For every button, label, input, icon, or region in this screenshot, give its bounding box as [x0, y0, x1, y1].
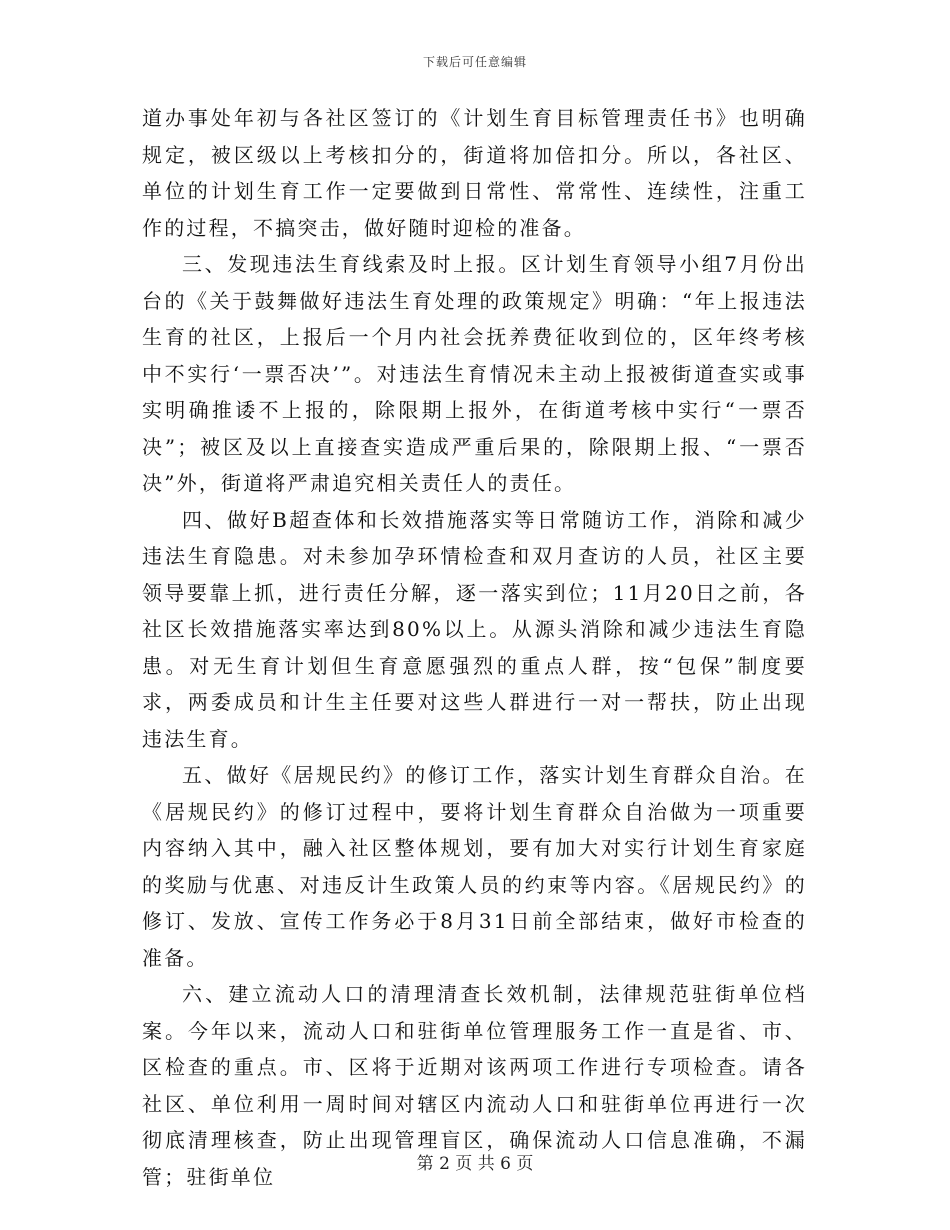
paragraph-section-6: 六、建立流动人口的清理清查长效机制，法律规范驻街单位档案。今年以来，流动人口和驻街单位管理服务工作一直是省、市、区检查的重点。市、区将于近期对该两项工作进行专项检查。请各社区、单位利用一周时间对辖区内流动人口和驻街单位再进行一次彻底清理核查，防止出现管理盲区，确保流动人口信息准确，不漏管；驻街单位: [142, 982, 807, 1189]
paragraph-continuation: 道办事处年初与各社区签订的《计划生育目标管理责任书》也明确规定，被区级以上考核扣分的，街道将加倍扣分。所以，各社区、单位的计划生育工作一定要做到日常性、常常性、连续性，注重工作的过程，不搞突击，做好随时迎检的准备。: [142, 106, 807, 240]
page-number: 第 2 页 共 6 页: [416, 1154, 534, 1174]
paragraph-section-5: 五、做好《居规民约》的修订工作，落实计划生育群众自治。在《居规民约》的修订过程中，要将计划生育群众自治做为一项重要内容纳入其中，融入社区整体规划，要有加大对实行计划生育家庭的奖励与优惠、对违反计生政策人员的约束等内容。《居规民约》的修订、发放、宣传工作务必于8月31日前全部结束，做好市检查的准备。: [142, 763, 807, 970]
page-header-note: 下载后可任意编辑: [422, 55, 527, 69]
paragraph-section-3: 三、发现违法生育线索及时上报。区计划生育领导小组7月份出台的《关于鼓舞做好违法生育处理的政策规定》明确：“年上报违法生育的社区，上报后一个月内社会抚养费征收到位的，区年终考核中不实行‘一票否决’”。对违法生育情况未主动上报被街道查实或事实明确推诿不上报的，除限期上报外，在街道考核中实行“一票否决”；被区及以上直接查实造成严重后果的，除限期上报、“一票否决”外，街道将严肃追究相关责任人的责任。: [142, 252, 807, 495]
paragraph-section-4: 四、做好B超查体和长效措施落实等日常随访工作，消除和减少违法生育隐患。对未参加孕环情检查和双月查访的人员，社区主要领导要靠上抓，进行责任分解，逐一落实到位；11月20日之前，各社区长效措施落实率达到80%以上。从源头消除和减少违法生育隐患。对无生育计划但生育意愿强烈的重点人群，按“包保”制度要求，两委成员和计生主任要对这些人群进行一对一帮扶，防止出现违法生育。: [142, 507, 807, 751]
document-body: [142, 100, 807, 1195]
